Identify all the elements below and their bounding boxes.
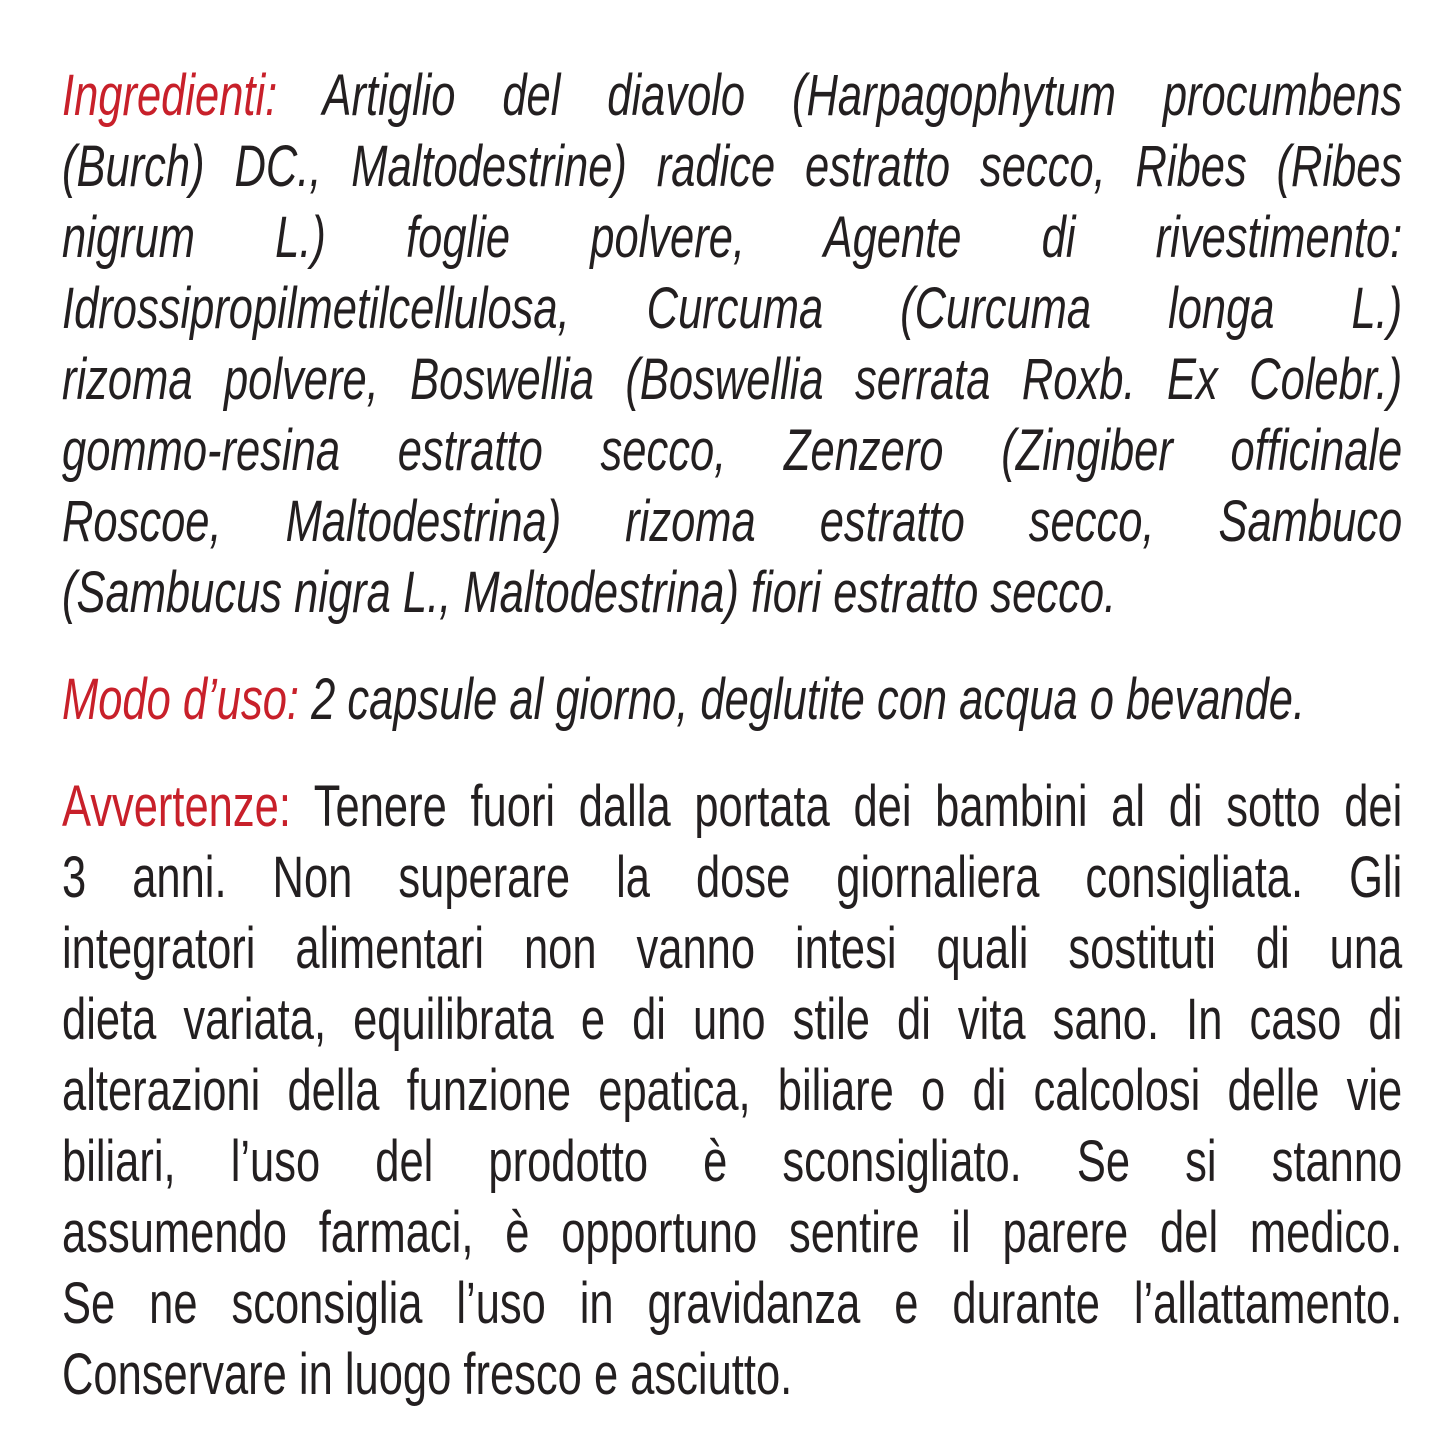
- text-line: [62, 344, 1402, 415]
- line-text: Conservare in luogo fresco e asciutto.: [62, 1342, 793, 1407]
- line-text: (Sambucus nigra L., Maltodestrina) fiori estratto secco.: [62, 560, 1117, 625]
- line-text: gommo-resina estratto secco, Zenzero (Zingiber officinale: [62, 418, 1403, 483]
- text-line: [62, 1197, 1402, 1268]
- line-text: Idrossipropilmetilcellulosa, Curcuma (Curcuma longa L.): [62, 276, 1403, 341]
- text-line: [62, 842, 1402, 913]
- text-line: [62, 1055, 1402, 1126]
- text-line: [62, 202, 1402, 273]
- line-text: Tenere fuori dalla portata dei bambini al di sotto dei: [290, 774, 1403, 839]
- text-line: [62, 1268, 1402, 1339]
- text-line: [62, 913, 1402, 984]
- text-line: [62, 557, 1402, 628]
- section-label: Ingredienti:: [62, 63, 278, 128]
- text-line: [62, 664, 1402, 735]
- line-text: integratori alimentari non vanno intesi quali sostituti di una: [62, 916, 1403, 981]
- section-avvertenze: [62, 771, 1402, 1410]
- line-text: (Burch) DC., Maltodestrine) radice estratto secco, Ribes (Ribes: [62, 134, 1403, 199]
- line-text: 3 anni. Non superare la dose giornaliera consigliata. Gli: [62, 845, 1403, 910]
- text-line: [62, 60, 1402, 131]
- line-text: assumendo farmaci, è opportuno sentire il parere del medico.: [62, 1200, 1403, 1265]
- text-line: [62, 486, 1402, 557]
- text-line: [62, 1339, 1402, 1410]
- line-text: dieta variata, equilibrata e di uno stile di vita sano. In caso di: [62, 987, 1403, 1052]
- section-label: Modo d’uso:: [62, 667, 299, 732]
- text-line: [62, 984, 1402, 1055]
- section-label: Avvertenze:: [62, 774, 291, 839]
- line-text: Roscoe, Maltodestrina) rizoma estratto secco, Sambuco: [62, 489, 1403, 554]
- text-line: [62, 273, 1402, 344]
- text-line: [62, 131, 1402, 202]
- text-line: [62, 771, 1402, 842]
- line-text: alterazioni della funzione epatica, biliare o di calcolosi delle vie: [62, 1058, 1403, 1123]
- text-line: [62, 1126, 1402, 1197]
- line-text: Artiglio del diavolo (Harpagophytum procumbens: [277, 63, 1403, 128]
- line-text: 2 capsule al giorno, deglutite con acqua o bevande.: [298, 667, 1306, 732]
- line-text: nigrum L.) foglie polvere, Agente di rivestimento:: [62, 205, 1403, 270]
- line-text: biliari, l’uso del prodotto è sconsigliato. Se si stanno: [62, 1129, 1403, 1194]
- section-ingredienti: [62, 60, 1402, 628]
- text-line: [62, 415, 1402, 486]
- line-text: Se ne sconsiglia l’uso in gravidanza e durante l’allattamento.: [62, 1271, 1403, 1336]
- section-modo-uso: [62, 664, 1402, 735]
- label-text-document: [62, 60, 1402, 1410]
- line-text: rizoma polvere, Boswellia (Boswellia serrata Roxb. Ex Colebr.): [62, 347, 1403, 412]
